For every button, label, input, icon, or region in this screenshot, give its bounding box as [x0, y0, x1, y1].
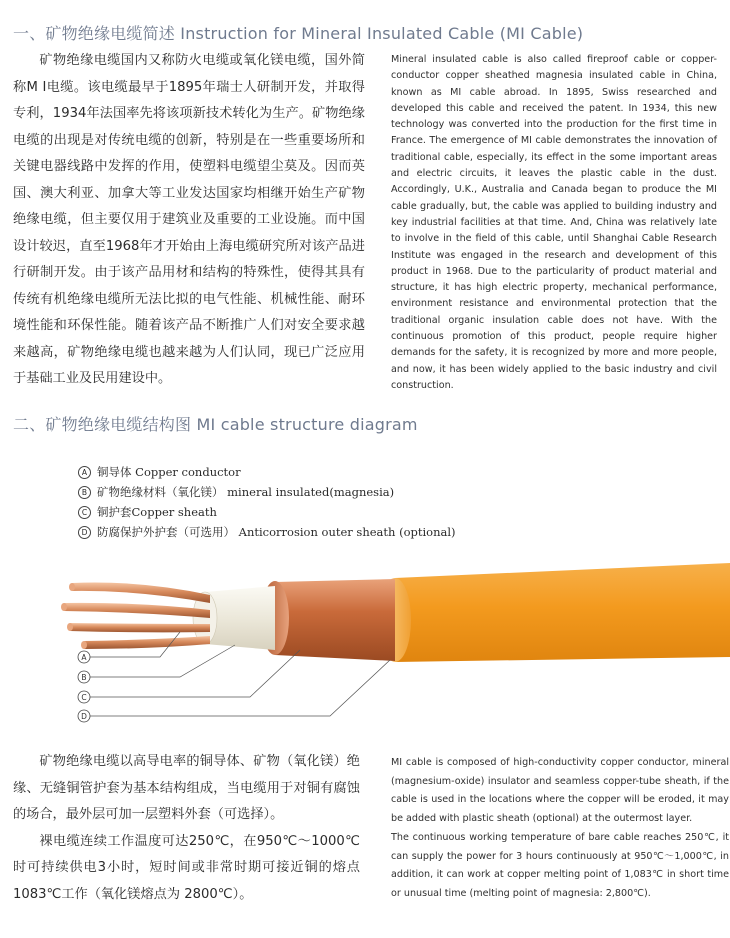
cable-structure-diagram [0, 540, 730, 730]
callout-markers [78, 651, 90, 722]
callout-c-label: C [81, 693, 87, 702]
legend-letter-b-icon: B [78, 486, 91, 499]
intro-chinese-paragraph: 矿物绝缘电缆国内又称防火电缆或氧化镁电缆，国外简称M I电缆。该电缆最早于1895年瑞士人研制开发，并取得专利，1934年法国率先将该项新技术转化为生产。矿物绝缘电缆的出现是对传统电缆的创新，特别是在一些重要场所和关键电器线路中发挥的作用，使塑料电缆望尘莫及。因而英国、澳大利亚、加拿大等工业发达国家均相继开始生产矿物绝缘电缆，但主要仅用于建筑业及重要的工业设施。而中国设计较迟，直至1968年才开始由上海电缆研究所对该产品进行研制开发。由于该产品用材和结构的特殊性，使得其具有传统有机绝缘电缆所无法比拟的电气性能、机械性能、耐环境性能和环保性能。随着该产品不断推广人们对安全要求越来越高，矿物绝缘电缆也越来越为人们认同，现已广泛应用于基础工业及民用建设中。 [13, 53, 365, 386]
copper-conductors [61, 583, 210, 650]
intro-english-text [391, 52, 717, 394]
legend-item-c [78, 502, 456, 522]
section-heading-intro: 一、矿物绝缘电缆简述 Instruction for Mineral Insulated Cable (MI Cable) [13, 24, 584, 43]
structure-chinese-text [13, 749, 360, 908]
intro-english-paragraph: Mineral insulated cable is also called fireproof cable or copper-conductor copper sheathed magnesia insulated cable in China, known as MI cable abroad. In 1895, Swiss researched and developed this cable and received the patent. In 1934, this new technology was converted into the production for the first time in France. The emergence of MI cable demonstrates the innovation of traditional cable, especially, its effect in the some important areas and electric circuits, it leaves the plastic cable in the dust. Accordingly, U.K., Australia and Canada began to produce the MI cable gradually, but, the cable was applied to building industry and key industrial facilities at that time. And, China was relatively late to involve in the field of this cable, until Shanghai Cable Research Institute was engaged in the research and development of this product in 1968. Due to the particularity of product material and structure, it has high electric property, mechanical performance, environment resistance and environmental protection that the traditional organic insulation cable does not have. With the continuous promotion of this product, people require higher demands for the safety, it is recognized by more and more people, and now, it has been widely applied to the basic industry and civil construction. [391, 54, 717, 391]
legend-en-c: Copper sheath [131, 505, 217, 519]
structure-legend [78, 462, 456, 542]
legend-item-d [78, 522, 456, 542]
legend-cn-a: 铜导体 [97, 465, 132, 479]
legend-letter-a-icon: A [78, 466, 91, 479]
legend-item-b [78, 482, 456, 502]
section-heading-structure: 二、矿物绝缘电缆结构图 MI cable structure diagram [13, 415, 418, 434]
callout-d-label: D [81, 712, 87, 721]
structure-chinese-paragraph-2: 裸电缆连续工作温度可达250℃，在950℃～1000℃时可持续供电3小时，短时间或非常时期可接近铜的熔点 1083℃工作（氧化镁熔点为 2800℃）。 [13, 833, 360, 902]
legend-cn-c: 铜护套 [97, 505, 132, 519]
copper-sheath [261, 579, 395, 661]
intro-chinese-text [13, 48, 365, 393]
callout-b-label: B [81, 673, 87, 682]
legend-en-a: Copper conductor [135, 465, 241, 479]
legend-letter-d-icon: D [78, 526, 91, 539]
structure-english-paragraph-1: MI cable is composed of high-conductivity copper conductor, mineral (magnesium-oxide) insulator and seamless copper-tube sheath, if the cable is used in the locations where the copper will be eroded, it may be added with plastic sheath (optional) at the outermost layer. [391, 757, 729, 825]
structure-english-text [391, 754, 729, 904]
legend-letter-c-icon: C [78, 506, 91, 519]
legend-cn-d: 防腐保护外护套（可选用） [97, 525, 235, 539]
legend-en-d: Anticorrosion outer sheath (optional) [238, 525, 456, 539]
outer-sheath [379, 563, 730, 662]
structure-english-paragraph-2: The continuous working temperature of bare cable reaches 250℃, it can supply the power for 3 hours continuously at 950℃～1,000℃, in addition, it can work at copper melting point of 1,083℃ in short time or unusual time (melting point of magnesia: 2,800℃). [391, 831, 729, 899]
structure-chinese-paragraph-1: 矿物绝缘电缆以高导电率的铜导体、矿物（氧化镁）绝缘、无缝铜管护套为基本结构组成，当电缆用于对铜有腐蚀的场合，最外层可加一层塑料外套（可选择）。 [13, 754, 360, 822]
legend-cn-b: 矿物绝缘材料（氧化镁） [97, 485, 224, 499]
callout-a-label: A [81, 653, 87, 662]
legend-en-b: mineral insulated(magnesia) [227, 485, 395, 499]
legend-item-a [78, 462, 456, 482]
